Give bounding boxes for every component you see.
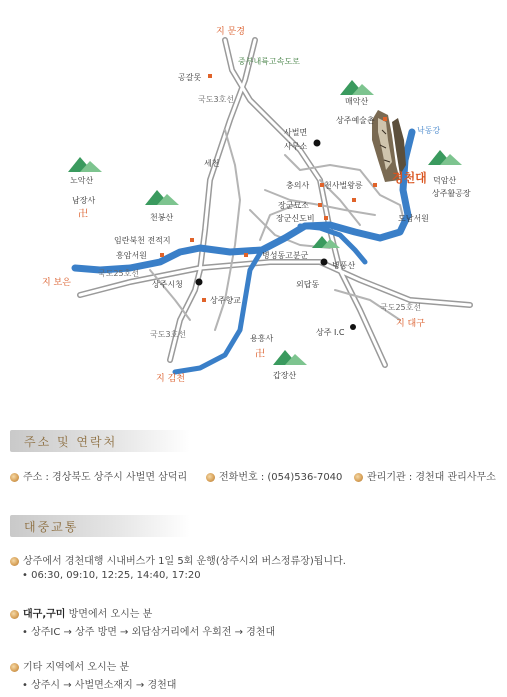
label-chunguisa: 충의사 [286,181,310,190]
mountain-icon-deogamsan [428,150,462,165]
mountain-icon-nogaksan [68,157,102,172]
address-text: 주소 : 경상북도 상주시 사벌면 삼덕리 [23,472,188,483]
marker-cheonsa [373,183,377,187]
label-route25-left: 국도25호선 [98,269,140,278]
label-boeun: 지 보은 [42,278,71,288]
transport-bus [10,552,346,567]
label-sechon: 세천 [204,159,220,168]
label-mungyeong: 지 문경 [216,27,245,37]
bullet-icon [10,473,19,482]
marker-donam [352,198,356,202]
label-route3-top: 국도3호선 [198,95,235,104]
label-gyeongcheondae: 경천대 [392,171,427,185]
marker-sangju-city [196,279,203,286]
label-cheonsa: 천사벌왕릉 [324,181,363,190]
contact-phone [206,468,342,483]
label-byeongseong: 병성동고분군 [262,251,309,260]
other-text: 기타 지역에서 오시는 분 [23,662,130,673]
transport-daegu-route: • 상주IC → 상주 방면 → 외답삼거리에서 우회전 → 경천대 [22,627,276,638]
label-yongheungsa: 용흥사 [250,334,274,343]
contact-address [10,468,187,483]
label-expressway: 중부내륙고속도로 [238,57,300,66]
transport-other [10,658,129,673]
transport-other-route: • 상주시 → 사벌면소재지 → 경천대 [22,680,177,691]
marker-heungam [160,253,164,257]
temple-icon-yongheungsa: 卍 [255,349,265,360]
marker-sabeol-office [314,140,321,147]
label-sabeol-1: 사벌면 [284,128,308,137]
marker-janggun-stele [324,216,328,220]
bus-text: 상주에서 경천대행 시내버스가 1일 5회 운행(상주시외 버스정류장)됩니다. [23,556,346,567]
marker-janggun-tomb [318,203,322,207]
agency-text: 관리기관 : 경천대 관리사무소 [367,472,496,483]
label-donam: 도남서원 [398,214,429,223]
label-janggun-tomb: 장군묘소 [278,201,309,210]
temple-icon-namjangsa: 卍 [78,209,88,220]
bullet-icon [206,473,215,482]
label-deogamsan: 덕암산 [433,176,457,185]
label-imran: 임란북천 전적지 [114,236,171,245]
label-art-village: 상주예술촌 [336,116,375,125]
bullet-icon [10,557,19,566]
contact-heading-text: 주소 및 연락처 [24,435,118,449]
label-nakdonggang: 낙동강 [417,126,441,135]
daegu-bold: 대구,구미 [23,609,66,620]
marker-byeongseong [244,253,248,257]
bullet-icon [10,663,19,672]
label-janggun-stele: 장군신도비 [276,214,315,223]
mountain-icon-cheonbongsan [145,190,179,205]
label-gapjangsan: 갑장산 [273,371,297,380]
label-sabeol-2: 사무소 [284,142,308,151]
label-byeongpungsan: 병풍산 [332,261,356,270]
label-heungam: 흥암서원 [116,251,147,260]
phone-text: 전화번호 : (054)536-7040 [219,472,343,483]
label-daegu: 지 대구 [396,319,425,329]
mountain-icon-gapjangsan [273,350,307,365]
mountain-icon-maeaksan [340,80,374,95]
label-sangju-ic: 상주 I.C [316,328,345,337]
label-cheonbongsan: 천봉산 [150,213,174,222]
daegu-rest: 방면에서 오시는 분 [65,609,153,620]
label-gimcheon: 지 김천 [156,374,185,384]
label-namjangsa: 남장사 [72,196,96,205]
marker-imran [190,238,194,242]
marker-byeongpungsan [321,259,328,266]
river-nakdong [75,132,412,270]
marker-hyanggyo [202,298,206,302]
label-sangju-factory: 상주활공장 [432,189,471,198]
label-gonggalmot: 공갈못 [178,73,202,82]
contact-heading [10,430,190,452]
contact-agency [354,468,496,483]
label-hyanggyo: 상주향교 [210,296,241,305]
bullet-icon [354,473,363,482]
transport-daegu [10,605,152,620]
label-sangju-city: 상주시청 [152,280,183,289]
marker-art-village [383,117,387,121]
transport-heading [10,515,190,537]
label-oedapdong: 외답동 [296,280,320,289]
label-nogaksan: 노악산 [70,176,94,185]
transport-bus-times: • 06:30, 09:10, 12:25, 14:40, 17:20 [22,570,201,581]
bullet-icon [10,610,19,619]
marker-gonggalmot [208,74,212,78]
label-route3-bottom: 국도3호선 [150,330,187,339]
transport-heading-text: 대중교통 [24,520,79,534]
label-maeaksan: 매악산 [345,97,369,106]
label-route25-right: 국도25호선 [380,303,422,312]
marker-sangju-ic [350,324,356,330]
